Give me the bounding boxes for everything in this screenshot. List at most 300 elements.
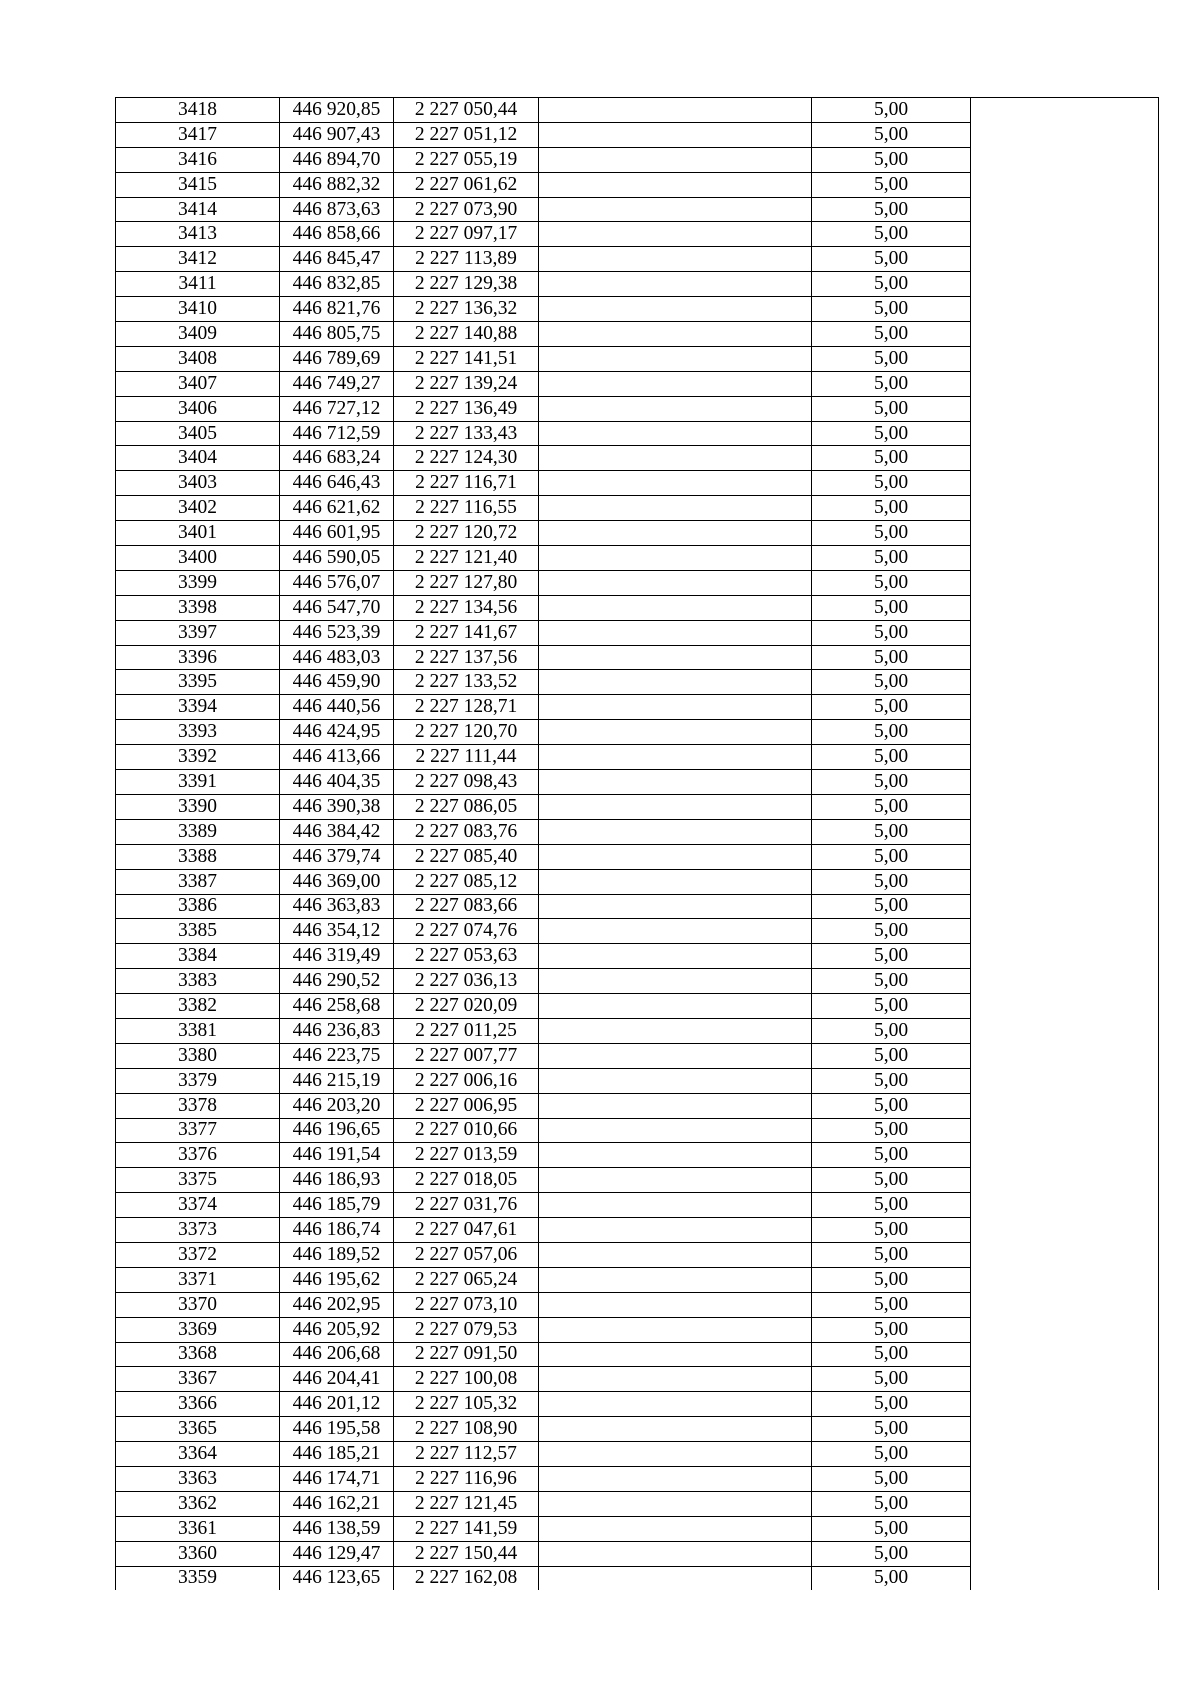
blank-cell [971, 446, 1159, 471]
x-coordinate-cell: 446 204,41 [280, 1367, 394, 1392]
point-number-cell: 3363 [116, 1466, 280, 1491]
y-coordinate-cell: 2 227 074,76 [394, 919, 539, 944]
blank-cell [971, 122, 1159, 147]
x-coordinate-cell: 446 129,47 [280, 1541, 394, 1566]
table-row [116, 894, 1159, 919]
blank-cell [971, 1442, 1159, 1467]
x-coordinate-cell: 446 873,63 [280, 197, 394, 222]
x-coordinate-cell: 446 907,43 [280, 122, 394, 147]
point-number-cell: 3371 [116, 1267, 280, 1292]
x-coordinate-cell: 446 236,83 [280, 1018, 394, 1043]
blank-cell [539, 396, 812, 421]
table-row [116, 670, 1159, 695]
blank-cell [971, 770, 1159, 795]
blank-cell [539, 1043, 812, 1068]
distance-cell: 5,00 [812, 1367, 971, 1392]
distance-cell: 5,00 [812, 1516, 971, 1541]
x-coordinate-cell: 446 185,79 [280, 1193, 394, 1218]
table-row [116, 1168, 1159, 1193]
table-row [116, 98, 1159, 123]
point-number-cell: 3393 [116, 720, 280, 745]
point-number-cell: 3374 [116, 1193, 280, 1218]
y-coordinate-cell: 2 227 073,90 [394, 197, 539, 222]
y-coordinate-cell: 2 227 111,44 [394, 745, 539, 770]
point-number-cell: 3384 [116, 944, 280, 969]
table-row [116, 1043, 1159, 1068]
distance-cell: 5,00 [812, 1417, 971, 1442]
y-coordinate-cell: 2 227 065,24 [394, 1267, 539, 1292]
blank-cell [539, 322, 812, 347]
distance-cell: 5,00 [812, 720, 971, 745]
point-number-cell: 3369 [116, 1317, 280, 1342]
blank-cell [971, 98, 1159, 123]
blank-cell [971, 819, 1159, 844]
x-coordinate-cell: 446 390,38 [280, 794, 394, 819]
blank-cell [971, 471, 1159, 496]
distance-cell: 5,00 [812, 546, 971, 571]
blank-cell [539, 496, 812, 521]
distance-cell: 5,00 [812, 322, 971, 347]
blank-cell [971, 421, 1159, 446]
x-coordinate-cell: 446 920,85 [280, 98, 394, 123]
blank-cell [539, 1143, 812, 1168]
x-coordinate-cell: 446 601,95 [280, 521, 394, 546]
distance-cell: 5,00 [812, 122, 971, 147]
blank-cell [539, 1541, 812, 1566]
blank-cell [971, 894, 1159, 919]
blank-cell [539, 446, 812, 471]
blank-cell [539, 1466, 812, 1491]
table-row [116, 471, 1159, 496]
table-row [116, 745, 1159, 770]
distance-cell: 5,00 [812, 1242, 971, 1267]
y-coordinate-cell: 2 227 121,40 [394, 546, 539, 571]
table-row [116, 1367, 1159, 1392]
table-row [116, 222, 1159, 247]
table-row [116, 421, 1159, 446]
blank-cell [971, 1491, 1159, 1516]
x-coordinate-cell: 446 138,59 [280, 1516, 394, 1541]
coordinates-table-body [116, 98, 1159, 1591]
blank-cell [971, 1466, 1159, 1491]
blank-cell [971, 869, 1159, 894]
blank-cell [971, 844, 1159, 869]
point-number-cell: 3386 [116, 894, 280, 919]
distance-cell: 5,00 [812, 570, 971, 595]
distance-cell: 5,00 [812, 521, 971, 546]
point-number-cell: 3366 [116, 1392, 280, 1417]
point-number-cell: 3412 [116, 247, 280, 272]
x-coordinate-cell: 446 424,95 [280, 720, 394, 745]
y-coordinate-cell: 2 227 011,25 [394, 1018, 539, 1043]
blank-cell [539, 595, 812, 620]
x-coordinate-cell: 446 404,35 [280, 770, 394, 795]
distance-cell: 5,00 [812, 1168, 971, 1193]
point-number-cell: 3370 [116, 1292, 280, 1317]
x-coordinate-cell: 446 832,85 [280, 272, 394, 297]
point-number-cell: 3395 [116, 670, 280, 695]
blank-cell [971, 919, 1159, 944]
distance-cell: 5,00 [812, 670, 971, 695]
y-coordinate-cell: 2 227 150,44 [394, 1541, 539, 1566]
distance-cell: 5,00 [812, 745, 971, 770]
y-coordinate-cell: 2 227 061,62 [394, 172, 539, 197]
point-number-cell: 3376 [116, 1143, 280, 1168]
blank-cell [971, 1342, 1159, 1367]
point-number-cell: 3394 [116, 695, 280, 720]
y-coordinate-cell: 2 227 141,67 [394, 620, 539, 645]
blank-cell [539, 1193, 812, 1218]
distance-cell: 5,00 [812, 396, 971, 421]
distance-cell: 5,00 [812, 371, 971, 396]
y-coordinate-cell: 2 227 133,52 [394, 670, 539, 695]
table-row [116, 1566, 1159, 1590]
y-coordinate-cell: 2 227 141,51 [394, 346, 539, 371]
blank-cell [539, 919, 812, 944]
x-coordinate-cell: 446 174,71 [280, 1466, 394, 1491]
distance-cell: 5,00 [812, 222, 971, 247]
table-row [116, 994, 1159, 1019]
distance-cell: 5,00 [812, 1392, 971, 1417]
y-coordinate-cell: 2 227 057,06 [394, 1242, 539, 1267]
y-coordinate-cell: 2 227 136,49 [394, 396, 539, 421]
x-coordinate-cell: 446 727,12 [280, 396, 394, 421]
y-coordinate-cell: 2 227 083,76 [394, 819, 539, 844]
x-coordinate-cell: 446 185,21 [280, 1442, 394, 1467]
y-coordinate-cell: 2 227 031,76 [394, 1193, 539, 1218]
distance-cell: 5,00 [812, 496, 971, 521]
blank-cell [539, 1118, 812, 1143]
distance-cell: 5,00 [812, 1068, 971, 1093]
y-coordinate-cell: 2 227 108,90 [394, 1417, 539, 1442]
point-number-cell: 3390 [116, 794, 280, 819]
blank-cell [539, 1018, 812, 1043]
blank-cell [971, 1193, 1159, 1218]
distance-cell: 5,00 [812, 1018, 971, 1043]
blank-cell [539, 1168, 812, 1193]
blank-cell [971, 346, 1159, 371]
table-row [116, 1466, 1159, 1491]
blank-cell [971, 1118, 1159, 1143]
point-number-cell: 3389 [116, 819, 280, 844]
table-row [116, 1193, 1159, 1218]
distance-cell: 5,00 [812, 819, 971, 844]
x-coordinate-cell: 446 590,05 [280, 546, 394, 571]
y-coordinate-cell: 2 227 134,56 [394, 595, 539, 620]
table-row [116, 1218, 1159, 1243]
blank-cell [971, 994, 1159, 1019]
blank-cell [539, 521, 812, 546]
y-coordinate-cell: 2 227 055,19 [394, 147, 539, 172]
table-row [116, 1068, 1159, 1093]
x-coordinate-cell: 446 805,75 [280, 322, 394, 347]
x-coordinate-cell: 446 369,00 [280, 869, 394, 894]
point-number-cell: 3401 [116, 521, 280, 546]
blank-cell [971, 745, 1159, 770]
x-coordinate-cell: 446 191,54 [280, 1143, 394, 1168]
x-coordinate-cell: 446 123,65 [280, 1566, 394, 1590]
point-number-cell: 3403 [116, 471, 280, 496]
distance-cell: 5,00 [812, 595, 971, 620]
blank-cell [539, 546, 812, 571]
blank-cell [971, 272, 1159, 297]
y-coordinate-cell: 2 227 100,08 [394, 1367, 539, 1392]
y-coordinate-cell: 2 227 127,80 [394, 570, 539, 595]
table-row [116, 546, 1159, 571]
point-number-cell: 3375 [116, 1168, 280, 1193]
table-row [116, 1267, 1159, 1292]
blank-cell [971, 172, 1159, 197]
blank-cell [971, 371, 1159, 396]
distance-cell: 5,00 [812, 1267, 971, 1292]
x-coordinate-cell: 446 186,74 [280, 1218, 394, 1243]
x-coordinate-cell: 446 223,75 [280, 1043, 394, 1068]
blank-cell [539, 1566, 812, 1590]
blank-cell [971, 695, 1159, 720]
table-row [116, 695, 1159, 720]
blank-cell [971, 297, 1159, 322]
distance-cell: 5,00 [812, 1043, 971, 1068]
distance-cell: 5,00 [812, 1317, 971, 1342]
blank-cell [971, 1018, 1159, 1043]
blank-cell [539, 944, 812, 969]
blank-cell [971, 546, 1159, 571]
point-number-cell: 3399 [116, 570, 280, 595]
table-row [116, 197, 1159, 222]
point-number-cell: 3413 [116, 222, 280, 247]
table-row [116, 720, 1159, 745]
table-row [116, 1392, 1159, 1417]
y-coordinate-cell: 2 227 013,59 [394, 1143, 539, 1168]
distance-cell: 5,00 [812, 894, 971, 919]
blank-cell [971, 794, 1159, 819]
table-row [116, 944, 1159, 969]
blank-cell [539, 994, 812, 1019]
y-coordinate-cell: 2 227 141,59 [394, 1516, 539, 1541]
point-number-cell: 3377 [116, 1118, 280, 1143]
blank-cell [539, 770, 812, 795]
blank-cell [971, 969, 1159, 994]
table-row [116, 247, 1159, 272]
blank-cell [971, 1218, 1159, 1243]
blank-cell [971, 1292, 1159, 1317]
point-number-cell: 3382 [116, 994, 280, 1019]
x-coordinate-cell: 446 319,49 [280, 944, 394, 969]
distance-cell: 5,00 [812, 869, 971, 894]
blank-cell [539, 869, 812, 894]
distance-cell: 5,00 [812, 471, 971, 496]
y-coordinate-cell: 2 227 085,40 [394, 844, 539, 869]
blank-cell [971, 1541, 1159, 1566]
blank-cell [971, 720, 1159, 745]
y-coordinate-cell: 2 227 050,44 [394, 98, 539, 123]
y-coordinate-cell: 2 227 120,72 [394, 521, 539, 546]
x-coordinate-cell: 446 202,95 [280, 1292, 394, 1317]
point-number-cell: 3418 [116, 98, 280, 123]
table-row [116, 1118, 1159, 1143]
blank-cell [539, 1267, 812, 1292]
point-number-cell: 3388 [116, 844, 280, 869]
x-coordinate-cell: 446 290,52 [280, 969, 394, 994]
blank-cell [539, 695, 812, 720]
blank-cell [539, 794, 812, 819]
distance-cell: 5,00 [812, 1292, 971, 1317]
blank-cell [971, 1367, 1159, 1392]
y-coordinate-cell: 2 227 006,16 [394, 1068, 539, 1093]
table-row [116, 595, 1159, 620]
table-row [116, 869, 1159, 894]
blank-cell [539, 297, 812, 322]
blank-cell [971, 1143, 1159, 1168]
y-coordinate-cell: 2 227 098,43 [394, 770, 539, 795]
x-coordinate-cell: 446 203,20 [280, 1093, 394, 1118]
x-coordinate-cell: 446 547,70 [280, 595, 394, 620]
point-number-cell: 3361 [116, 1516, 280, 1541]
point-number-cell: 3409 [116, 322, 280, 347]
point-number-cell: 3410 [116, 297, 280, 322]
distance-cell: 5,00 [812, 645, 971, 670]
y-coordinate-cell: 2 227 136,32 [394, 297, 539, 322]
blank-cell [539, 1491, 812, 1516]
blank-cell [539, 1068, 812, 1093]
blank-cell [539, 1218, 812, 1243]
y-coordinate-cell: 2 227 116,71 [394, 471, 539, 496]
table-row [116, 620, 1159, 645]
x-coordinate-cell: 446 384,42 [280, 819, 394, 844]
x-coordinate-cell: 446 189,52 [280, 1242, 394, 1267]
y-coordinate-cell: 2 227 053,63 [394, 944, 539, 969]
x-coordinate-cell: 446 196,65 [280, 1118, 394, 1143]
table-row [116, 147, 1159, 172]
x-coordinate-cell: 446 882,32 [280, 172, 394, 197]
y-coordinate-cell: 2 227 018,05 [394, 1168, 539, 1193]
blank-cell [539, 1317, 812, 1342]
point-number-cell: 3414 [116, 197, 280, 222]
x-coordinate-cell: 446 413,66 [280, 745, 394, 770]
table-row [116, 322, 1159, 347]
distance-cell: 5,00 [812, 1442, 971, 1467]
point-number-cell: 3383 [116, 969, 280, 994]
blank-cell [539, 421, 812, 446]
point-number-cell: 3360 [116, 1541, 280, 1566]
blank-cell [539, 147, 812, 172]
blank-cell [539, 1242, 812, 1267]
point-number-cell: 3404 [116, 446, 280, 471]
distance-cell: 5,00 [812, 297, 971, 322]
point-number-cell: 3416 [116, 147, 280, 172]
y-coordinate-cell: 2 227 091,50 [394, 1342, 539, 1367]
x-coordinate-cell: 446 789,69 [280, 346, 394, 371]
distance-cell: 5,00 [812, 695, 971, 720]
blank-cell [971, 1043, 1159, 1068]
point-number-cell: 3397 [116, 620, 280, 645]
table-row [116, 496, 1159, 521]
point-number-cell: 3359 [116, 1566, 280, 1590]
table-row [116, 272, 1159, 297]
y-coordinate-cell: 2 227 007,77 [394, 1043, 539, 1068]
blank-cell [971, 670, 1159, 695]
y-coordinate-cell: 2 227 162,08 [394, 1566, 539, 1590]
point-number-cell: 3402 [116, 496, 280, 521]
blank-cell [539, 894, 812, 919]
table-row [116, 1541, 1159, 1566]
x-coordinate-cell: 446 205,92 [280, 1317, 394, 1342]
y-coordinate-cell: 2 227 083,66 [394, 894, 539, 919]
x-coordinate-cell: 446 749,27 [280, 371, 394, 396]
point-number-cell: 3396 [116, 645, 280, 670]
table-row [116, 1093, 1159, 1118]
x-coordinate-cell: 446 258,68 [280, 994, 394, 1019]
blank-cell [539, 197, 812, 222]
blank-cell [971, 1242, 1159, 1267]
x-coordinate-cell: 446 845,47 [280, 247, 394, 272]
y-coordinate-cell: 2 227 116,55 [394, 496, 539, 521]
blank-cell [539, 1367, 812, 1392]
point-number-cell: 3378 [116, 1093, 280, 1118]
y-coordinate-cell: 2 227 086,05 [394, 794, 539, 819]
point-number-cell: 3368 [116, 1342, 280, 1367]
table-row [116, 371, 1159, 396]
point-number-cell: 3408 [116, 346, 280, 371]
y-coordinate-cell: 2 227 128,71 [394, 695, 539, 720]
table-row [116, 172, 1159, 197]
y-coordinate-cell: 2 227 085,12 [394, 869, 539, 894]
coordinates-table [115, 97, 1159, 1590]
blank-cell [539, 346, 812, 371]
x-coordinate-cell: 446 186,93 [280, 1168, 394, 1193]
blank-cell [539, 371, 812, 396]
table-row [116, 919, 1159, 944]
point-number-cell: 3387 [116, 869, 280, 894]
x-coordinate-cell: 446 821,76 [280, 297, 394, 322]
blank-cell [539, 98, 812, 123]
blank-cell [539, 1292, 812, 1317]
distance-cell: 5,00 [812, 794, 971, 819]
distance-cell: 5,00 [812, 620, 971, 645]
point-number-cell: 3373 [116, 1218, 280, 1243]
distance-cell: 5,00 [812, 1218, 971, 1243]
table-row [116, 1292, 1159, 1317]
table-row [116, 396, 1159, 421]
table-row [116, 1342, 1159, 1367]
table-row [116, 1491, 1159, 1516]
distance-cell: 5,00 [812, 147, 971, 172]
table-row [116, 446, 1159, 471]
y-coordinate-cell: 2 227 047,61 [394, 1218, 539, 1243]
x-coordinate-cell: 446 206,68 [280, 1342, 394, 1367]
x-coordinate-cell: 446 646,43 [280, 471, 394, 496]
distance-cell: 5,00 [812, 197, 971, 222]
blank-cell [539, 844, 812, 869]
distance-cell: 5,00 [812, 1093, 971, 1118]
point-number-cell: 3400 [116, 546, 280, 571]
blank-cell [971, 1392, 1159, 1417]
point-number-cell: 3365 [116, 1417, 280, 1442]
y-coordinate-cell: 2 227 113,89 [394, 247, 539, 272]
distance-cell: 5,00 [812, 172, 971, 197]
blank-cell [539, 1093, 812, 1118]
y-coordinate-cell: 2 227 020,09 [394, 994, 539, 1019]
y-coordinate-cell: 2 227 120,70 [394, 720, 539, 745]
y-coordinate-cell: 2 227 112,57 [394, 1442, 539, 1467]
table-row [116, 1242, 1159, 1267]
y-coordinate-cell: 2 227 073,10 [394, 1292, 539, 1317]
blank-cell [971, 1417, 1159, 1442]
point-number-cell: 3391 [116, 770, 280, 795]
x-coordinate-cell: 446 195,62 [280, 1267, 394, 1292]
distance-cell: 5,00 [812, 421, 971, 446]
blank-cell [971, 1516, 1159, 1541]
